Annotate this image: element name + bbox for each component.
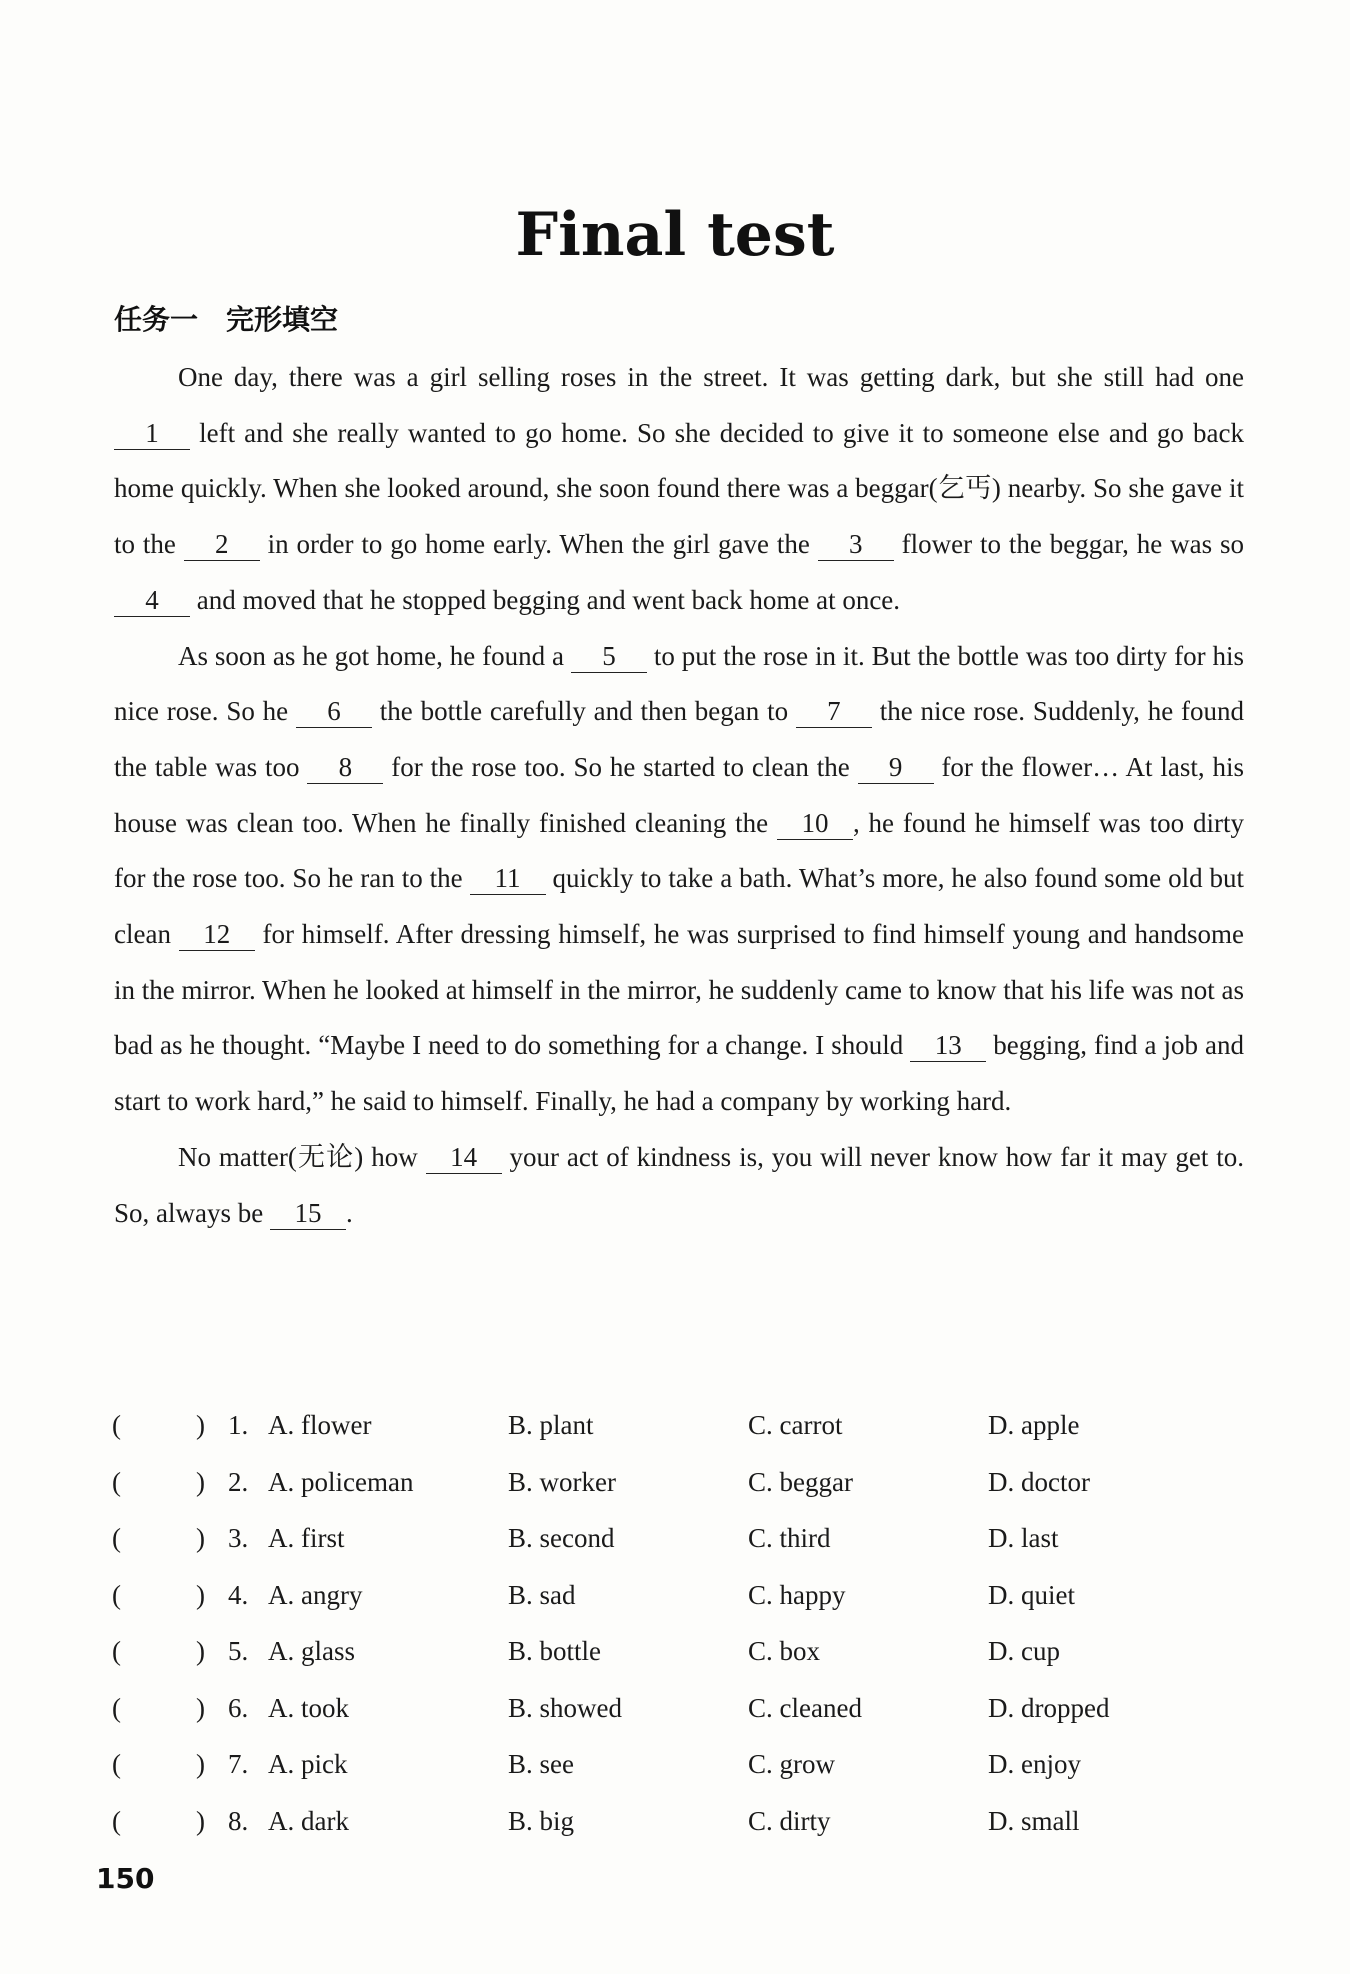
- question-row: [112, 1410, 1242, 1467]
- passage-text: One day, there was a girl selling roses in the street. It was getting dark, but she still had one: [178, 362, 1244, 392]
- option-d: D. dropped: [988, 1692, 1110, 1723]
- passage-text: for himself. After dressing himself, he was surprised to find himself young and handsome in the mirror. When he looked at himself in the mirror, he suddenly came to know that his life was not as bad as he thought. “Maybe I need to do something for a change. I should: [114, 919, 1244, 1061]
- answer-paren-open: (: [112, 1466, 121, 1497]
- option-d: D. small: [988, 1805, 1080, 1836]
- blank-13: 13: [910, 1029, 986, 1062]
- option-d: D. doctor: [988, 1466, 1090, 1497]
- passage-text: left and she really wanted to go home. So she decided to give it to someone else and go back home quickly. When she looked around, she soon found there was a beggar(乞丐) nearby. So she gave it to the: [114, 417, 1244, 560]
- option-d: D. last: [988, 1523, 1059, 1553]
- option-d: D. apple: [988, 1410, 1080, 1440]
- passage-text: to put the rose in it. But the bottle was too dirty for his nice rose. So he: [114, 640, 1244, 727]
- question-number: 3.: [228, 1523, 249, 1553]
- cloze-passage: [114, 350, 1244, 1241]
- passage-text: the nice rose. Suddenly, he found the table was too: [114, 696, 1244, 782]
- blank-15: 15: [270, 1197, 346, 1230]
- question-list: [112, 1410, 1242, 1862]
- option-a: A. took: [268, 1692, 349, 1723]
- passage-text: for the rose too. So he started to clean the: [383, 751, 858, 782]
- paragraph-1: [114, 350, 1244, 629]
- answer-paren-open: (: [112, 1636, 121, 1666]
- answer-paren-open: (: [112, 1523, 121, 1553]
- question-row: [112, 1580, 1242, 1637]
- option-b: B. worker: [508, 1466, 616, 1497]
- option-b: B. big: [508, 1805, 575, 1836]
- page-title: Final test: [515, 200, 835, 270]
- passage-text: flower to the beggar, he was so: [893, 529, 1244, 560]
- question-row: [112, 1636, 1242, 1693]
- option-c: C. happy: [748, 1579, 846, 1610]
- answer-paren-open: (: [112, 1692, 121, 1723]
- option-b: B. sad: [508, 1579, 576, 1610]
- option-c: C. carrot: [748, 1410, 843, 1440]
- answer-paren-open: (: [112, 1749, 121, 1779]
- blank-3: 3: [818, 528, 894, 561]
- blank-12: 12: [179, 918, 255, 951]
- option-c: C. beggar: [748, 1466, 853, 1497]
- passage-text: , he found he himself was too dirty for the rose too. So he ran to the: [114, 807, 1244, 894]
- question-row: [112, 1693, 1242, 1750]
- option-a: A. glass: [268, 1636, 355, 1666]
- blank-9: 9: [858, 751, 934, 784]
- question-row: [112, 1467, 1242, 1524]
- option-b: B. bottle: [508, 1636, 601, 1666]
- passage-text: the bottle carefully and then began to: [371, 696, 796, 727]
- answer-paren-close: ): [196, 1636, 205, 1666]
- option-b: B. plant: [508, 1410, 594, 1440]
- answer-paren-close: ): [196, 1692, 205, 1723]
- option-d: D. quiet: [988, 1579, 1075, 1610]
- answer-paren-close: ): [196, 1749, 205, 1779]
- blank-5: 5: [571, 640, 647, 673]
- question-row: [112, 1523, 1242, 1580]
- answer-paren-open: (: [112, 1410, 121, 1440]
- answer-paren-close: ): [196, 1805, 205, 1836]
- passage-text: and moved that he stopped begging and went back home at once.: [190, 584, 901, 615]
- option-c: C. grow: [748, 1749, 835, 1779]
- passage-text: in order to go home early. When the girl gave the: [259, 529, 818, 560]
- blank-10: 10: [777, 807, 853, 840]
- option-b: B. see: [508, 1749, 574, 1779]
- option-a: A. policeman: [268, 1466, 414, 1497]
- answer-paren-close: ): [196, 1466, 205, 1497]
- passage-text: As soon as he got home, he found a: [178, 640, 571, 671]
- blank-11: 11: [470, 862, 546, 895]
- paragraph-2: [114, 629, 1244, 1130]
- answer-paren-close: ): [196, 1523, 205, 1553]
- question-row: [112, 1806, 1242, 1863]
- question-number: 7.: [228, 1749, 249, 1779]
- blank-14: 14: [426, 1141, 502, 1174]
- blank-1: 1: [114, 417, 190, 450]
- option-c: C. dirty: [748, 1805, 831, 1836]
- page-number: 150: [96, 1862, 155, 1895]
- paragraph-3: [114, 1130, 1244, 1241]
- answer-paren-close: ): [196, 1579, 205, 1610]
- answer-paren-close: ): [196, 1410, 205, 1440]
- option-b: B. second: [508, 1523, 615, 1553]
- answer-paren-open: (: [112, 1579, 121, 1610]
- option-d: D. enjoy: [988, 1749, 1081, 1779]
- passage-text: begging, find a job and start to work hard,” he said to himself. Finally, he had a company by working hard.: [114, 1030, 1244, 1117]
- passage-text: .: [345, 1197, 353, 1228]
- question-number: 6.: [228, 1692, 249, 1723]
- section-title: 任务一 完形填空: [114, 303, 339, 336]
- option-c: C. box: [748, 1636, 821, 1666]
- option-a: A. flower: [268, 1410, 372, 1440]
- option-d: D. cup: [988, 1636, 1060, 1666]
- question-number: 8.: [228, 1805, 249, 1836]
- question-number: 1.: [228, 1410, 249, 1440]
- blank-2: 2: [184, 528, 260, 561]
- question-row: [112, 1749, 1242, 1806]
- passage-text: No matter(无论) how: [178, 1141, 426, 1172]
- option-c: C. cleaned: [748, 1692, 862, 1723]
- passage-text: for the flower… At last, his house was clean too. When he finally finished cleaning the: [114, 751, 1244, 838]
- blank-8: 8: [307, 751, 383, 784]
- option-a: A. angry: [268, 1579, 363, 1610]
- passage-text: quickly to take a bath. What’s more, he also found some old but clean: [114, 863, 1244, 950]
- passage-text: your act of kindness is, you will never know how far it may get to. So, always be: [114, 1141, 1244, 1228]
- question-number: 2.: [228, 1466, 249, 1497]
- answer-paren-open: (: [112, 1805, 121, 1836]
- option-c: C. third: [748, 1523, 831, 1553]
- question-number: 4.: [228, 1579, 249, 1610]
- option-a: A. dark: [268, 1805, 349, 1836]
- option-a: A. pick: [268, 1749, 348, 1779]
- blank-6: 6: [296, 695, 372, 728]
- option-a: A. first: [268, 1523, 345, 1553]
- option-b: B. showed: [508, 1692, 622, 1723]
- blank-4: 4: [114, 584, 190, 617]
- question-number: 5.: [228, 1636, 249, 1666]
- blank-7: 7: [796, 695, 872, 728]
